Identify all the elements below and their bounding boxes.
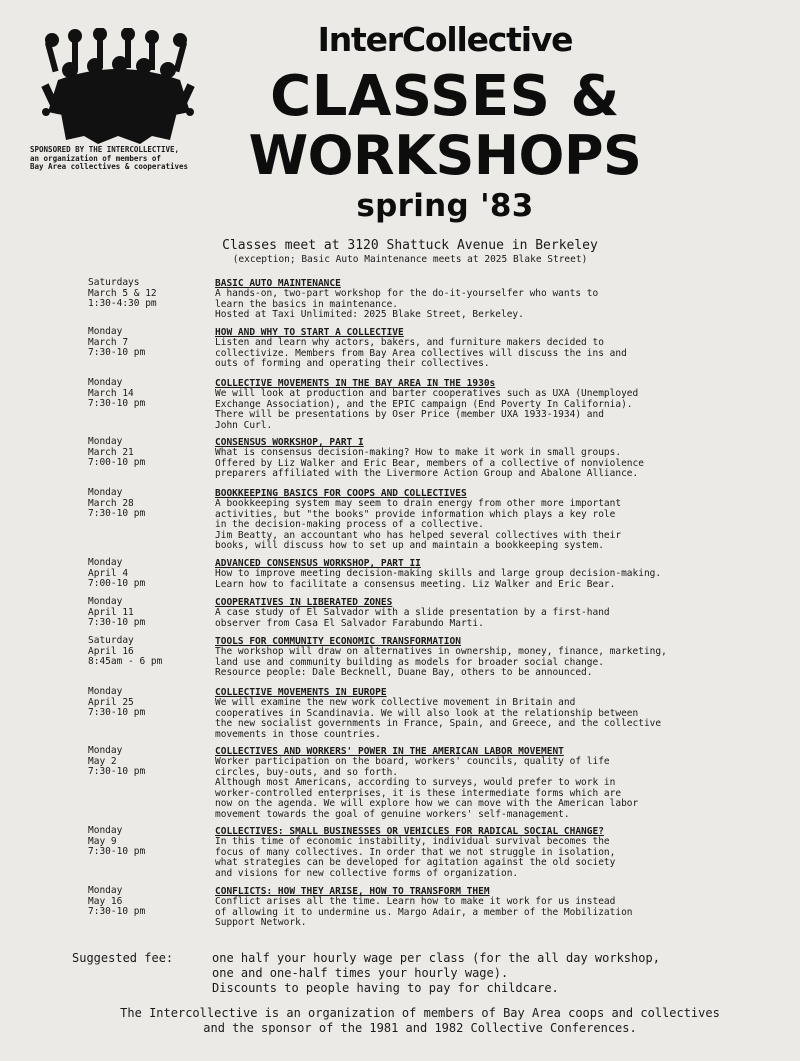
class-description: Listen and learn why actors, bakers, and furniture makers decided to collectivize. Members from Bay Area collectives will discuss the ins and outs of forming and operating their collectives. <box>215 337 627 370</box>
class-when: Monday April 11 7:30-10 pm <box>88 596 146 629</box>
class-when: Monday May 9 7:30-10 pm <box>88 825 146 858</box>
class-title: ADVANCED CONSENSUS WORKSHOP, PART II <box>215 558 421 569</box>
class-title: HOW AND WHY TO START A COLLECTIVE <box>215 327 404 338</box>
class-title: CONSENSUS WORKSHOP, PART I <box>215 437 364 448</box>
class-when: Saturday April 16 8:45am - 6 pm <box>88 635 163 668</box>
class-title: COLLECTIVE MOVEMENTS IN EUROPE <box>215 687 387 698</box>
class-description: The workshop will draw on alternatives in ownership, money, finance, marketing, land use and community building as models for broader social change. Resource people: Dale Becknell, Duane Bay, others to be announced. <box>215 646 667 679</box>
class-title: COLLECTIVES AND WORKERS' POWER IN THE AMERICAN LABOR MOVEMENT <box>215 746 564 757</box>
class-when: Monday March 28 7:30-10 pm <box>88 487 146 520</box>
season-title: spring '83 <box>356 188 534 224</box>
location-block <box>200 238 620 266</box>
class-when: Monday March 14 7:30-10 pm <box>88 377 146 410</box>
people-figures-logo-icon <box>40 28 195 146</box>
class-when: Monday March 21 7:00-10 pm <box>88 436 146 469</box>
class-title: CONFLICTS: HOW THEY ARISE, HOW TO TRANSFORM THEM <box>215 886 490 897</box>
class-description: What is consensus decision-making? How to make it work in small groups. Offered by Liz Walker and Eric Bear, members of a collective of nonviolence preparers affiliated with the Livermore Action Group and Abalone Alliance. <box>215 447 644 480</box>
class-description: A bookkeeping system may seem to drain energy from other more important activities, but "the books" provide information which plays a key role in the decision-making process of a collective. Jim Beatty, an accountant who has helped several collectives with their books, will discuss how to set up and maintain a bookkeeping system. <box>215 498 622 552</box>
class-when: Monday May 2 7:30-10 pm <box>88 745 146 778</box>
class-title: COLLECTIVES: SMALL BUSINESSES OR VEHICLES FOR RADICAL SOCIAL CHANGE? <box>215 826 604 837</box>
class-when: Saturdays March 5 & 12 1:30-4:30 pm <box>88 277 157 310</box>
sponsor-note: SPONSORED BY THE INTERCOLLECTIVE, an organization of members of Bay Area collectives & cooperatives <box>30 145 189 171</box>
class-title: COLLECTIVE MOVEMENTS IN THE BAY AREA IN THE 1930s <box>215 378 496 389</box>
class-title: BOOKKEEPING BASICS FOR COOPS AND COLLECTIVES <box>215 488 467 499</box>
class-when: Monday March 7 7:30-10 pm <box>88 326 146 359</box>
class-when: Monday May 16 7:30-10 pm <box>88 885 146 918</box>
class-description: Conflict arises all the time. Learn how to make it work for us instead of allowing it to undermine us. Margo Adair, a member of the Mobilization Support Network. <box>215 896 633 929</box>
class-description: A case study of El Salvador with a slide presentation by a first-hand observer from Casa El Salvador Farabundo Marti. <box>215 607 610 629</box>
class-title: COOPERATIVES IN LIBERATED ZONES <box>215 597 393 608</box>
title-line-2: WORKSHOPS <box>248 124 642 187</box>
fee-label: Suggested fee: <box>72 951 174 965</box>
location-exception: (exception; Basic Auto Maintenance meets at 2025 Blake Street) <box>232 254 588 265</box>
class-title: BASIC AUTO MAINTENANCE <box>215 278 341 289</box>
fee-text: one half your hourly wage per class (for the all day workshop, one and one-half times your hourly wage). Discounts to people having to pay for childcare. <box>212 951 660 995</box>
class-title: TOOLS FOR COMMUNITY ECONOMIC TRANSFORMATION <box>215 636 461 647</box>
class-description: We will look at production and barter cooperatives such as UXA (Unemployed Exchange Association), and the EPIC campaign (End Poverty In California). There will be presentations by Oser Price (member UXA 1933-1934) and John Curl. <box>215 388 639 431</box>
class-description: A hands-on, two-part workshop for the do-it-yourselfer who wants to learn the basics in maintenance. Hosted at Taxi Unlimited: 2025 Blake Street, Berkeley. <box>215 288 599 321</box>
class-description: Worker participation on the board, workers' councils, quality of life circles, buy-outs, and so forth. Although most Americans, according to surveys, would prefer to work in worker-controlled enterprises, it is these intermediate forms which are now on the agenda. We will explore how we can move with the American labor movement towards the goal of genuine workers' self-management. <box>215 756 639 820</box>
location-main: Classes meet at 3120 Shattuck Avenue in Berkeley <box>222 238 598 253</box>
class-description: How to improve meeting decision-making skills and large group decision-making. Learn how to facilitate a consensus meeting. Liz Walker and Eric Bear. <box>215 568 662 590</box>
class-when: Monday April 4 7:00-10 pm <box>88 557 146 590</box>
title-line-1: CLASSES & <box>270 64 620 129</box>
footer-note: The Intercollective is an organization of members of Bay Area coops and collectives and the sponsor of the 1981 and 1982 Collective Conferences. <box>120 1006 720 1035</box>
brand-title: InterCollective <box>317 20 573 59</box>
class-description: In this time of economic instability, individual survival becomes the focus of many collectives. In order that we not struggle in isolation, what strategies can be developed for agitation against the old society and visions for new collective forms of organization. <box>215 836 616 879</box>
class-description: We will examine the new work collective movement in Britain and cooperatives in Scandinavia. We will also look at the relationship between the new socialist governments in France, Spain, and Greece, and the collective movements in those countries. <box>215 697 662 740</box>
class-when: Monday April 25 7:30-10 pm <box>88 686 146 719</box>
